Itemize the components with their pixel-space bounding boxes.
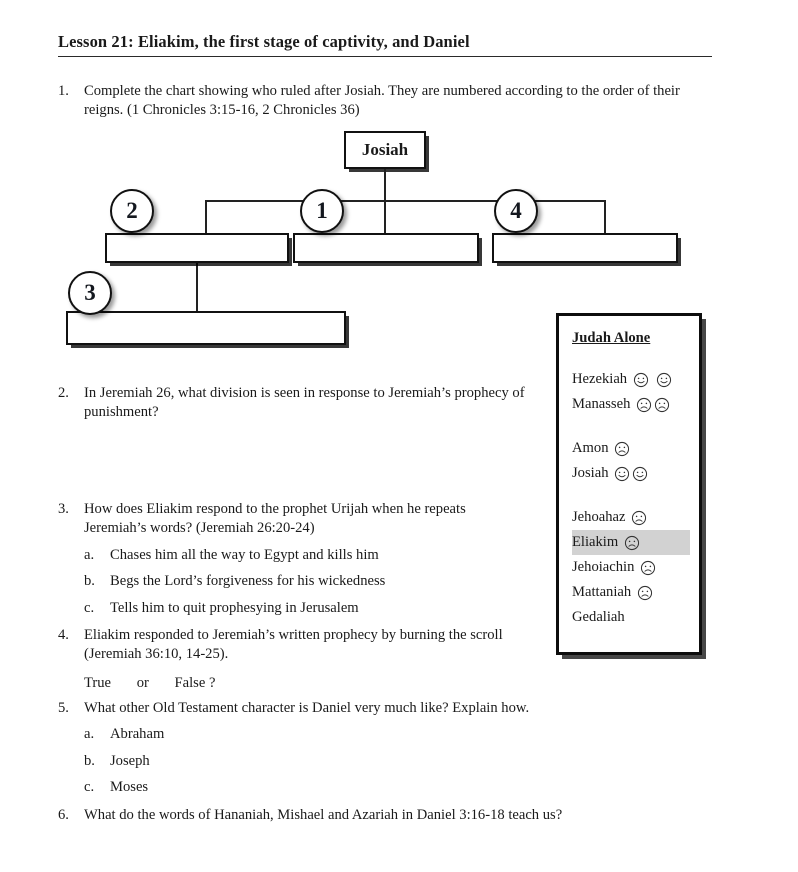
question-4-number: 4. xyxy=(58,627,69,643)
king-name: Jehoahaz xyxy=(572,509,626,526)
king-name: Gedaliah xyxy=(572,609,625,626)
question-2-number: 2. xyxy=(58,385,69,401)
king-row xyxy=(572,605,690,630)
choice-letter: c. xyxy=(84,599,95,616)
choice-text: Chases him all the way to Egypt and kills him xyxy=(110,546,379,563)
king-name: Jehoiachin xyxy=(572,559,635,576)
question-3-body xyxy=(84,500,528,618)
choice-text: Joseph xyxy=(110,752,150,769)
chart-marker-2-label: 2 xyxy=(126,198,138,223)
sad-face-icon xyxy=(654,397,670,413)
connector-drop-box-4 xyxy=(604,200,606,233)
king-name: Amon xyxy=(572,440,609,457)
happy-face-icon xyxy=(614,466,630,482)
question-6-text: What do the words of Hananiah, Mishael and Azariah in Daniel 3:16-18 teach us? xyxy=(84,807,563,823)
king-row xyxy=(572,392,690,417)
sad-face-icon xyxy=(637,585,653,601)
choice-letter: a. xyxy=(84,726,95,743)
question-5-number: 5. xyxy=(58,700,69,716)
chart-marker-1 xyxy=(300,189,344,233)
true-false-row xyxy=(84,674,548,693)
question-5-choice-b[interactable] xyxy=(84,752,578,771)
chart-marker-4 xyxy=(494,189,538,233)
king-name: Josiah xyxy=(572,465,609,482)
judah-alone-title: Judah Alone xyxy=(572,330,651,346)
question-2 xyxy=(58,384,548,423)
king-faces xyxy=(640,560,658,576)
question-1-body xyxy=(84,82,710,121)
happy-face-icon xyxy=(632,466,648,482)
king-row xyxy=(572,367,690,392)
true-option[interactable]: True xyxy=(84,674,112,691)
choice-letter: b. xyxy=(84,752,95,769)
chart-marker-4-label: 4 xyxy=(510,198,522,223)
king-faces xyxy=(633,372,674,388)
choice-text: Tells him to quit prophesying in Jerusalem xyxy=(110,599,359,616)
choice-text: Begs the Lord’s forgiveness for his wickedness xyxy=(110,573,386,590)
chart-marker-3-label: 3 xyxy=(84,280,96,305)
question-5-body xyxy=(84,699,578,798)
king-row xyxy=(572,555,690,580)
king-row xyxy=(572,580,690,605)
choice-text: Moses xyxy=(110,779,149,796)
king-faces xyxy=(624,535,642,551)
chart-marker-3 xyxy=(68,271,112,315)
question-3 xyxy=(58,500,528,618)
sad-face-icon xyxy=(636,397,652,413)
chart-marker-2 xyxy=(110,189,154,233)
sad-face-icon xyxy=(640,560,656,576)
connector-sibling-bar xyxy=(205,200,605,202)
question-3-number: 3. xyxy=(58,501,69,517)
question-1 xyxy=(58,82,710,121)
king-name: Manasseh xyxy=(572,396,631,413)
question-1-text: Complete the chart showing who ruled after Josiah. They are numbered according to the order of their reigns. (1 Chronicles 3:15-16, 2 Chronicles 36) xyxy=(84,83,680,119)
judah-alone-panel xyxy=(556,313,702,655)
question-5-choice-a[interactable] xyxy=(84,725,578,744)
chart-node-josiah xyxy=(344,131,426,169)
question-4 xyxy=(58,626,548,693)
title-divider xyxy=(58,56,712,57)
answer-box-2[interactable] xyxy=(105,233,289,263)
question-3-choice-a[interactable] xyxy=(84,546,528,565)
question-6-number: 6. xyxy=(58,807,69,823)
king-name: Eliakim xyxy=(572,534,619,551)
king-name: Mattaniah xyxy=(572,584,632,601)
king-row xyxy=(572,505,690,530)
question-5-choice-c[interactable] xyxy=(84,778,578,797)
question-3-text: How does Eliakim respond to the prophet Urijah when he repeats Jeremiah’s words? (Jeremiah 26:20-24) xyxy=(84,501,466,537)
sad-face-icon xyxy=(614,441,630,457)
or-label: or xyxy=(136,674,149,691)
sad-face-icon xyxy=(624,535,640,551)
page-title xyxy=(58,32,712,57)
chart-marker-1-label: 1 xyxy=(316,198,328,223)
sad-face-icon xyxy=(631,510,647,526)
king-row xyxy=(572,461,690,486)
question-1-number: 1. xyxy=(58,83,69,99)
happy-face-icon xyxy=(633,372,649,388)
question-5-text: What other Old Testament character is Daniel very much like? Explain how. xyxy=(84,700,530,716)
answer-box-3[interactable] xyxy=(66,311,346,345)
king-faces xyxy=(637,585,655,601)
question-3-choice-c[interactable] xyxy=(84,599,528,618)
page-title-text: Lesson 21: Eliakim, the first stage of captivity, and Daniel xyxy=(58,32,470,51)
connector-box2-to-box3 xyxy=(196,263,198,311)
choice-letter: b. xyxy=(84,573,95,590)
question-3-choice-b[interactable] xyxy=(84,572,528,591)
answer-box-1[interactable] xyxy=(293,233,479,263)
king-row-eliakim xyxy=(572,530,690,555)
question-2-text: In Jeremiah 26, what division is seen in response to Jeremiah’s prophecy of punishment? xyxy=(84,385,525,421)
choice-text: Abraham xyxy=(110,726,165,743)
chart-node-josiah-label: Josiah xyxy=(361,140,409,159)
happy-face-icon xyxy=(656,372,672,388)
question-5 xyxy=(58,699,578,798)
question-6 xyxy=(58,806,658,825)
question-4-text: Eliakim responded to Jeremiah’s written prophecy by burning the scroll (Jeremiah 36:10, 14-25). xyxy=(84,627,503,663)
king-name: Hezekiah xyxy=(572,371,628,388)
king-faces xyxy=(614,466,650,482)
choice-letter: a. xyxy=(84,546,95,563)
connector-drop-box-2 xyxy=(205,200,207,233)
question-2-body xyxy=(84,384,548,423)
answer-box-4[interactable] xyxy=(492,233,678,263)
king-row xyxy=(572,436,690,461)
king-faces xyxy=(614,441,632,457)
false-option[interactable]: False ? xyxy=(174,674,216,691)
king-faces xyxy=(636,397,672,413)
question-4-body xyxy=(84,626,548,693)
choice-letter: c. xyxy=(84,779,95,796)
king-faces xyxy=(631,510,649,526)
question-6-body xyxy=(84,806,658,825)
